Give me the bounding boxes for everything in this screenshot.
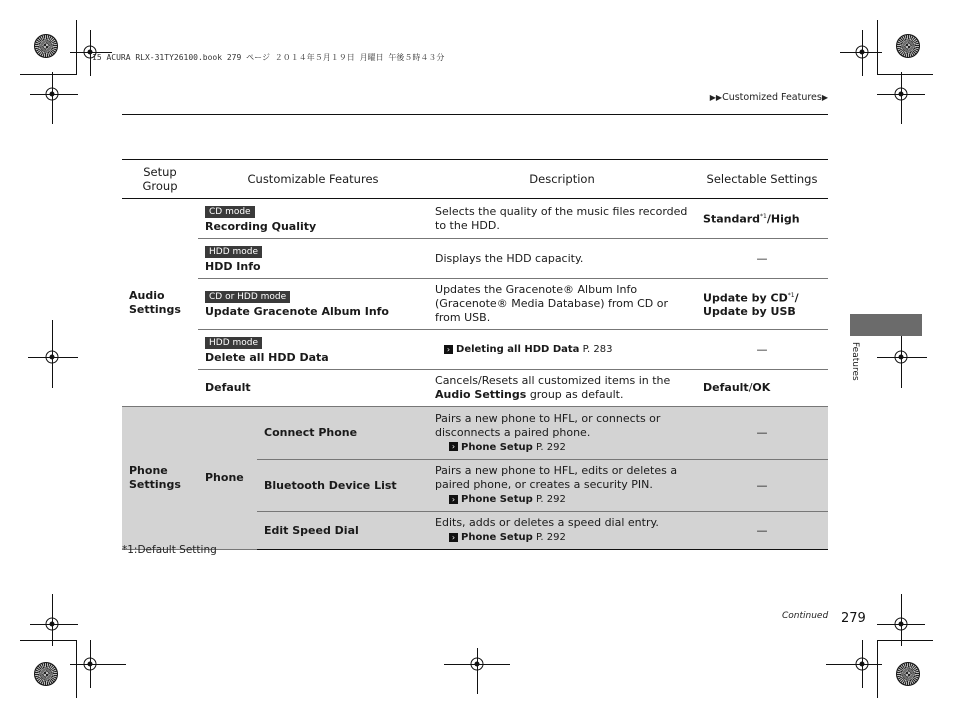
- feature-name: Connect Phone: [257, 407, 428, 460]
- reference-arrow-icon: ›: [449, 442, 458, 451]
- header-customizable-features: Customizable Features: [198, 160, 428, 199]
- registration-mark-icon: [852, 654, 872, 674]
- cross-reference-link[interactable]: [449, 494, 566, 505]
- setting-cell: [696, 370, 828, 407]
- setting-option: Default: [703, 381, 749, 394]
- footnote-marker: *1: [760, 213, 767, 221]
- page-number: 279: [841, 611, 866, 626]
- description-text: Audio Settings: [435, 388, 527, 401]
- feature-cell: [198, 330, 428, 370]
- feature-cell: [198, 239, 428, 279]
- footnote-marker: *1: [787, 291, 795, 299]
- registration-mark-icon: [467, 654, 487, 674]
- feature-name: Recording Quality: [205, 219, 317, 233]
- table-row: [122, 407, 828, 460]
- feature-name: Bluetooth Device List: [257, 460, 428, 512]
- registration-mark-icon: [42, 347, 62, 367]
- registration-mark-icon: [80, 654, 100, 674]
- table-row: [122, 239, 828, 279]
- registration-mark-icon: [42, 84, 62, 104]
- feature-cell: [198, 279, 428, 330]
- breadcrumb-link[interactable]: Customized Features: [722, 92, 822, 103]
- description-text: Edits, adds or deletes a speed dial entry.: [435, 516, 659, 529]
- setting-cell: [696, 279, 828, 330]
- feature-name: Edit Speed Dial: [257, 512, 428, 550]
- mode-badge: CD or HDD mode: [205, 291, 290, 303]
- setting-option: /High: [766, 212, 800, 226]
- reference-title: Phone Setup: [461, 532, 533, 543]
- description-text: Updates the Gracenote: [435, 283, 564, 296]
- mode-badge: HDD mode: [205, 337, 262, 349]
- cross-reference-link[interactable]: [444, 344, 612, 355]
- description-text: Cancels/Resets all customized items in the: [435, 374, 671, 387]
- setting-separator: /: [748, 381, 753, 394]
- description-cell: [428, 512, 696, 550]
- cross-reference-link[interactable]: [449, 442, 566, 453]
- breadcrumb-arrow-icon: ▶: [821, 93, 828, 102]
- section-tab: [850, 314, 922, 336]
- reference-page: P. 292: [532, 494, 566, 505]
- mode-badge: CD mode: [205, 206, 255, 218]
- setting-cell: —: [696, 239, 828, 279]
- table-row: [122, 199, 828, 239]
- breadcrumb-arrows-icon: ▶▶: [709, 93, 723, 102]
- color-dial-icon: [896, 662, 920, 686]
- feature-cell: [198, 199, 428, 239]
- description-cell: Selects the quality of the music files recorded to the HDD.: [428, 199, 696, 239]
- table-row: [122, 279, 828, 330]
- description-cell: [428, 370, 696, 407]
- section-label: Features: [850, 342, 860, 381]
- table-row: [122, 370, 828, 407]
- color-dial-icon: [34, 34, 58, 58]
- registration-mark-icon: [891, 84, 911, 104]
- description-cell: [428, 460, 696, 512]
- setting-cell: —: [696, 460, 828, 512]
- description-cell: [428, 279, 696, 330]
- reference-page: P. 292: [532, 532, 566, 543]
- header-rule: [122, 114, 828, 115]
- description-cell: Displays the HDD capacity.: [428, 239, 696, 279]
- feature-name: Update Gracenote Album Info: [205, 305, 389, 318]
- registration-mark-icon: [852, 42, 872, 62]
- color-dial-icon: [34, 662, 58, 686]
- color-dial-icon: [896, 34, 920, 58]
- continued-label: Continued: [782, 611, 829, 621]
- header-setup-group: Setup Group: [122, 160, 198, 199]
- setup-group-phone: Phone Settings: [122, 407, 198, 550]
- description-text: ® Media Database) from CD or from USB.: [435, 297, 669, 324]
- description-text: Pairs a new phone to HFL, edits or deletes a paired phone, or creates a security PIN.: [435, 464, 678, 491]
- setting-cell: —: [696, 330, 828, 370]
- print-header: 15 ACURA RLX-31TY26100.book 279 ページ ２０１４年５月１９日 月曜日 午後５時４３分: [92, 53, 445, 62]
- setting-option: Update by USB: [703, 305, 796, 319]
- feature-name: HDD Info: [205, 259, 261, 273]
- cross-reference-link[interactable]: [449, 532, 566, 543]
- setting-cell: [696, 199, 828, 239]
- reference-page: P. 283: [579, 344, 613, 355]
- reference-title: Deleting all HDD Data: [456, 344, 580, 355]
- setting-option: Standard: [703, 212, 761, 226]
- setting-cell: —: [696, 407, 828, 460]
- description-text: ® Album Info (Gracenote: [435, 283, 638, 310]
- setting-cell: —: [696, 512, 828, 550]
- description-text: Pairs a new phone to HFL, or connects or disconnects a paired phone.: [435, 411, 661, 439]
- reference-arrow-icon: ›: [449, 495, 458, 504]
- registration-mark-icon: [891, 347, 911, 367]
- reference-arrow-icon: ›: [444, 345, 453, 354]
- description-cell: [428, 330, 696, 370]
- reference-page: P. 292: [532, 441, 566, 453]
- mode-badge: HDD mode: [205, 246, 262, 258]
- setting-option: OK: [752, 381, 771, 394]
- feature-name: Default: [198, 370, 428, 407]
- footnote: *1:Default Setting: [122, 544, 217, 556]
- setting-separator: /: [794, 291, 799, 305]
- customization-table: [122, 159, 828, 550]
- registration-mark-icon: [42, 614, 62, 634]
- description-cell: [428, 407, 696, 460]
- reference-title: Phone Setup: [461, 441, 533, 453]
- registration-mark-icon: [891, 614, 911, 634]
- breadcrumb: [710, 92, 828, 103]
- table-row: [122, 330, 828, 370]
- subgroup-phone: Phone: [198, 407, 257, 550]
- reference-arrow-icon: ›: [449, 533, 458, 542]
- table-header-row: [122, 160, 828, 199]
- header-description: Description: [428, 160, 696, 199]
- header-selectable-settings: Selectable Settings: [696, 160, 828, 199]
- setting-option: Update by CD: [703, 291, 788, 305]
- reference-title: Phone Setup: [461, 494, 533, 505]
- description-text: group as default.: [526, 388, 624, 401]
- setup-group-audio: Audio Settings: [122, 199, 198, 407]
- feature-name: Delete all HDD Data: [205, 350, 329, 364]
